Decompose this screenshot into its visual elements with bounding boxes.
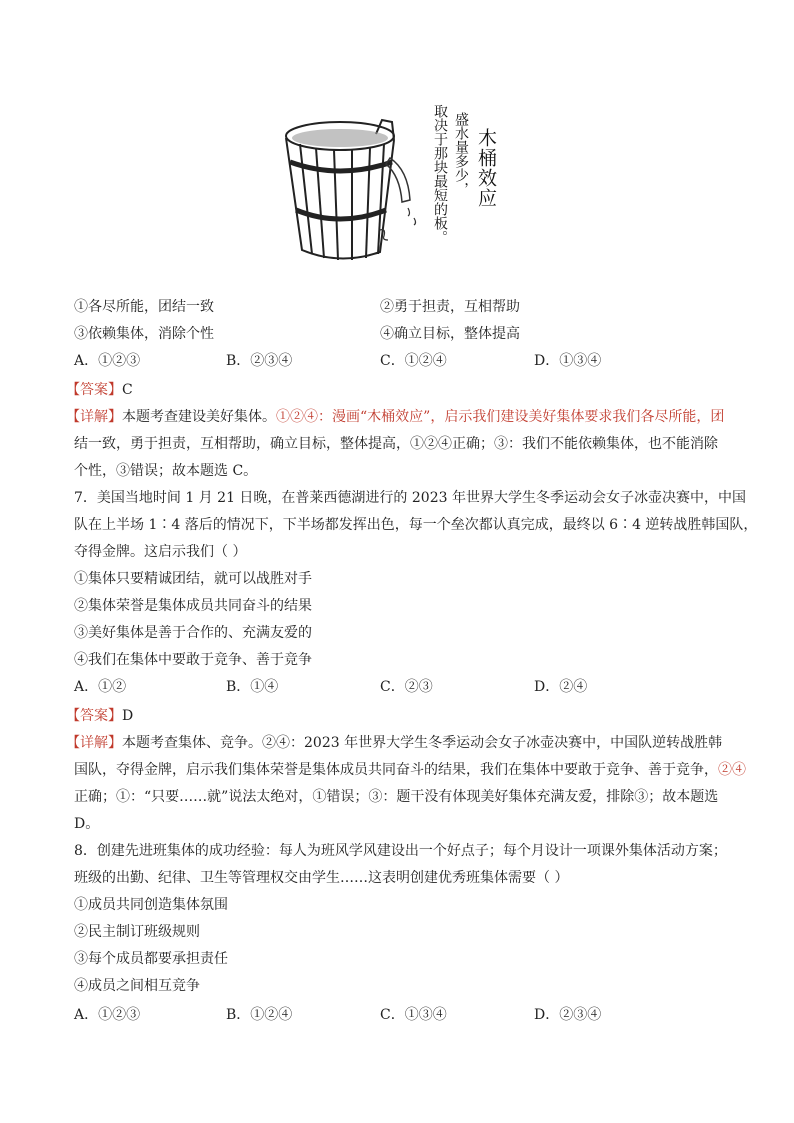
q6-answer-value: C	[122, 382, 133, 398]
q6-option-1: ①各尽所能，团结一致	[74, 299, 214, 315]
q7-detail-line4: D。	[74, 816, 100, 832]
q7-answer-value: D	[122, 708, 134, 724]
q6-answer-label: 【答案】	[66, 382, 122, 398]
q6-detail-line2: 结一致，勇于担责，互相帮助，确立目标，整体提高，①②④正确；③：我们不能依赖集体，也不能消除	[74, 436, 718, 452]
q8-stem-line1: 8．创建先进班集体的成功经验：每人为班风学风建设出一个好点子；每个月设计一项课外集体活动方案；	[74, 843, 727, 859]
q7-option-3: ③美好集体是善于合作的、充满友爱的	[74, 625, 312, 641]
q7-detail-line2	[74, 761, 746, 779]
q6-choice-d: D．①③④	[534, 353, 602, 369]
q7-answer	[66, 707, 133, 725]
q6-option-2: ②勇于担责，互相帮助	[380, 299, 520, 315]
q8-option-4: ④成员之间相互竞争	[74, 978, 200, 994]
figure-title: 木桶效应	[475, 128, 497, 208]
q7-option-2: ②集体荣誉是集体成员共同奋斗的结果	[74, 598, 312, 614]
q7-detail-label: 【详解】	[66, 735, 122, 751]
q8-option-1: ①成员共同创造集体氛围	[74, 897, 228, 913]
q7-choice-d: D．②④	[534, 679, 588, 695]
q7-detail-line1	[66, 734, 722, 752]
q7-detail-text: 本题考查集体、竞争。②④：2023 年世界大学生冬季运动会女子冰壶决赛中，中国队逆转战胜韩	[122, 735, 723, 751]
q7-choice-c: C．②③	[380, 679, 433, 695]
q7-detail-line3: 正确；①：“只要……就”说法太绝对，①错误；③：题干没有体现美好集体充满友爱，排除③；故本题选	[74, 789, 719, 805]
q8-stem-line2: 班级的出勤、纪律、卫生等管理权交由学生……这表明创建优秀班集体需要（ ）	[74, 870, 569, 886]
figure-caption-line2: 取决于那块最短的板。	[432, 104, 448, 244]
q8-option-2: ②民主制订班级规则	[74, 924, 200, 940]
q6-choice-b: B．②③④	[226, 353, 293, 369]
q6-option-3: ③依赖集体，消除个性	[74, 326, 214, 342]
q7-option-1: ①集体只要精诚团结，就可以战胜对手	[74, 571, 312, 587]
q7-choice-a: A．①②	[74, 679, 127, 695]
q7-answer-label: 【答案】	[66, 708, 122, 724]
q8-choice-c: C．①③④	[380, 1007, 447, 1023]
q6-detail-label: 【详解】	[66, 409, 122, 425]
q6-detail-line3: 个性，③错误；故本题选 C。	[74, 463, 258, 479]
q8-choice-b: B．①②④	[226, 1007, 293, 1023]
q7-stem-line2: 队在上半场 1∶4 落后的情况下，下半场都发挥出色，每一个垒次都认真完成，最终以 6∶4 逆转战胜韩国队，	[74, 517, 758, 533]
q7-stem-line3: 夺得金牌。这启示我们（ ）	[74, 544, 247, 560]
q6-choice-a: A．①②③	[74, 353, 141, 369]
q7-stem-line1: 7．美国当地时间 1 月 21 日晚，在普莱西德湖进行的 2023 年世界大学生冬季运动会女子冰壶决赛中，中国	[74, 490, 746, 506]
q6-detail-text-a: 本题考查建设美好集体。	[122, 409, 276, 425]
q8-choice-d: D．②③④	[534, 1007, 602, 1023]
q8-choice-a: A．①②③	[74, 1007, 141, 1023]
q6-choice-c: C．①②④	[380, 353, 447, 369]
q6-detail-line1	[66, 408, 724, 426]
q7-option-4: ④我们在集体中要敢于竞争、善于竞争	[74, 652, 312, 668]
q6-detail-text-b: ①②④：漫画“木桶效应”，启示我们建设美好集体要求我们各尽所能，团	[276, 409, 725, 425]
figure-caption-line1: 盛水量多少，	[453, 112, 469, 196]
q8-option-3: ③每个成员都要承担责任	[74, 951, 228, 967]
q7-detail-text-a: 国队，夺得金牌，启示我们集体荣誉是集体成员共同奋斗的结果，我们在集体中要敢于竞争、善于竞争，	[74, 762, 718, 778]
q6-option-4: ④确立目标，整体提高	[380, 326, 520, 342]
q7-detail-text-b: ②④	[718, 762, 746, 778]
q7-choice-b: B．①④	[226, 679, 279, 695]
q6-answer	[66, 381, 133, 399]
